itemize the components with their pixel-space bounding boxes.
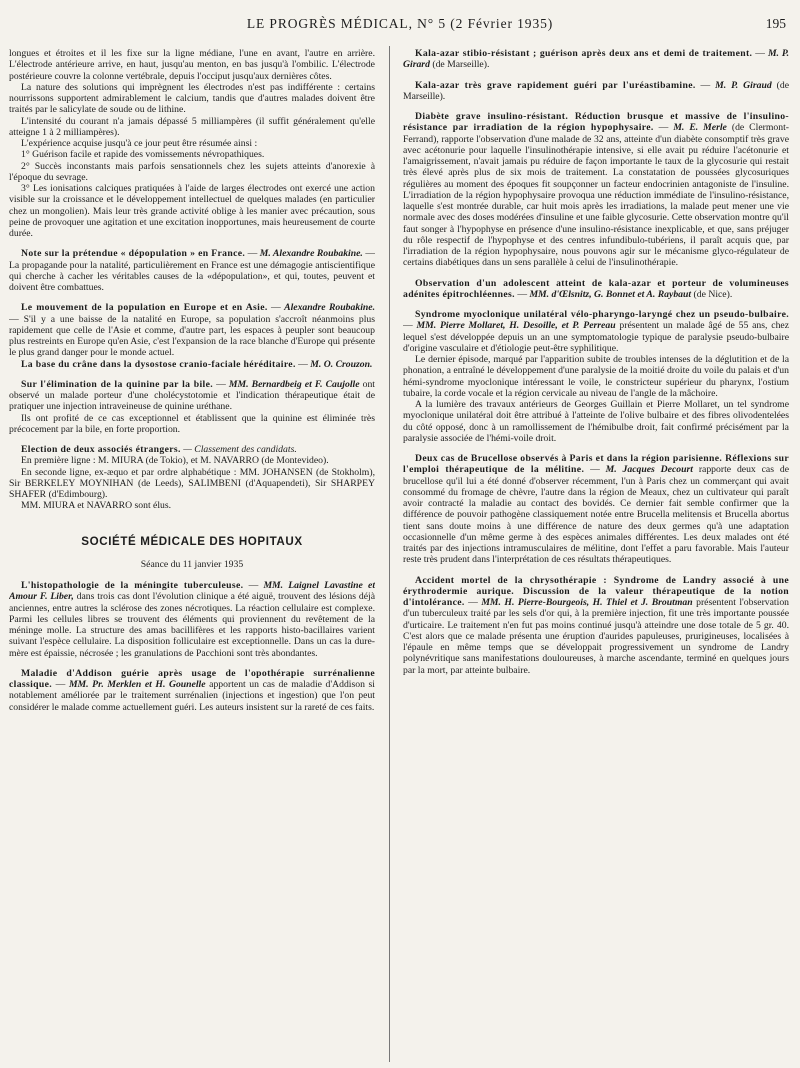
abstract-heading: Note sur la prétendue « dépopulation » en France.	[21, 248, 246, 260]
abstract-diabetes: Diabète grave insulino-résistant. Réduction brusque et massive de l'insulino-résistance par irradiation de la région hypophysaire. — M. E. Merle (de Clermont-Ferrand), rapporte l'observation d'une malade de 32 ans, atteinte d'un diabète consomptif très grave avec acétonurie pour laquelle l'insulinothérapie intensive, si elle avait pu réduire l'acétonurie et l'amaigrissement, n'avait jamais pu réduire de façon importante le taux de la glycosurie qui restait très élevé après plus de six mois de traitement. La constatation de poussées glycosuriques régulières au moment des époques fit soupçonner un facteur endocrinien antagoniste de l'insuline. L'irradiation de la région hypophysaire provoqua une réduction immédiate de l'insulino-résistance, laquelle s'est montrée durable, car huit mois après les irradiations, la malade peut mener une vie normale avec des doses modérées d'insuline et une faible glycosurie. Cette observation montre qu'il faut songer à l'hypophyse en présence d'une insulino-résistance inexplicable, et que, sans préjuger du rôle respectif de l'hypophyse et des centres infundibulo-tubériens, il paraît acquis que, par l'irradiation de la région hypophysaire, nous pouvons agir sur le mécanisme glyco-régulateur de certains diabétiques dans un sens parallèle à celui de l'insulinothérapie.	[403, 111, 789, 269]
abstract-author: Alexandre Roubakine.	[284, 302, 375, 314]
abstract-myoclonic-syndrome: Syndrome myoclonique unilatéral vélo-pharyngo-laryngé chez un pseudo-bulbaire. — MM. Pierre Mollaret, H. Desoille, et P. Perreau présentent un malade âgé de 55 ans, chez lequel s'est développée depuis un an une symptomatologie typique de paralysie pseudo-bulbaire d'origine vasculaire et d'étiologie peut-être syphilitique.	[403, 309, 789, 354]
paragraph: longues et étroites et il les fixe sur la ligne médiane, l'une en avant, l'autre en arrière. L'électrode antérieure arrive, en haut, jusqu'au menton, en bas jusqu'à l'ombilic. L'électrode postérieure couvre la colonne vertébrale, depuis l'occiput jusqu'aux dernières côtes.	[9, 48, 375, 82]
right-column	[403, 48, 789, 1063]
abstract-subheading: — Classement des candidats.	[183, 444, 297, 455]
abstract-place: (de Marseille).	[403, 79, 789, 102]
abstract-kala-azar-girard: Kala-azar stibio-résistant ; guérison après deux ans et demi de traitement. — M. P. Girard (de Marseille).	[403, 48, 789, 71]
abstract-heading: Sur l'élimination de la quinine par la bile.	[21, 378, 214, 390]
abstract-election	[9, 444, 375, 455]
paragraph: Le dernier épisode, marqué par l'apparition subite de troubles intenses de la déglutition et de la phonation, a entraîné le développement d'une paralysie de la moitié droite du voile du palais et d'un hémi-syndrome myoclonique intéressant le voile, le constricteur supérieur du pharynx, l'ostium tubaire, la corde vocale et la région cervicale au niveau de l'angle de la mâchoire.	[403, 354, 789, 399]
abstract-place: (de Marseille).	[432, 59, 490, 71]
abstract-heading: Diabète grave insulino-résistant. Réduction brusque et massive de l'insulino-résistance par irradiation de la région hypophysaire.	[403, 111, 789, 134]
abstract-text: — La propagande pour la natalité, particulièrement en France est une démagogie antiscientifique qui cherche à cacher les véritables causes de la «dépopulation», et qui, toutes, peuvent et doivent être combattues.	[9, 248, 375, 293]
abstract-author: MM. Pr. Merklen et H. Gounelle	[68, 679, 206, 690]
page-number: 195	[765, 16, 786, 31]
abstract-author: MM. Bernardbeig et F. Caujolle	[228, 378, 360, 390]
abstract-text: présentent un malade âgé de 55 ans, chez lequel s'est développée depuis un an une symptomatologie typique de paralysie pseudo-bulbaire d'origine vasculaire et d'étiologie peut-être syphilitique.	[403, 320, 789, 354]
paragraph: A la lumière des travaux antérieurs de Georges Guillain et Pierre Mollaret, un tel syndrome myoclonique unilatéral doit être attribué à l'atteinte de l'olive bulbaire et des fibres olivodentelées du côté opposé, donc à un ramollissement de l'hémibulbe droit, fait confirmé précisément par la paralysie associée de l'hémi-voile droit.	[403, 399, 789, 444]
abstract-author: MM. Laignel Lavastine et Amour F. Liber,	[9, 580, 375, 603]
abstract-heading: Observation d'un adolescent atteint de kala-azar et porteur de volumineuses adénites épitrochléennes.	[403, 277, 789, 300]
running-title: LE PROGRÈS MÉDICAL, N° 5 (2 Février 1935)	[246, 16, 554, 31]
abstract-text: — S'il y a une baisse de la natalité en Europe, sa population s'accroît néanmoins plus rapidement que celle de l'Asie et comme, d'autre part, les espaces à peupler sont beaucoup plus restreints en Europe qu'en Asie, c'est l'expansion de la race blanche d'Europe qui présente le plus grand danger pour le monde actuel.	[9, 313, 375, 359]
abstract-heading: Le mouvement de la population en Europe et en Asie.	[21, 302, 268, 314]
abstract-heading: Election de deux associés étrangers.	[21, 444, 181, 455]
abstract-kala-azar-giraud: Kala-azar très grave rapidement guéri par l'uréastibamine. — M. P. Giraud (de Marseille).	[403, 79, 789, 102]
abstract-note-depopulation: Note sur la prétendue « dépopulation » en France. — M. Alexandre Roubakine. — La propagande pour la natalité, particulièrement en France est une démagogie antiscientifique qui cherche à cacher les véritables causes de la «dépopulation», et qui, toutes, peuvent et doivent être combattues.	[9, 248, 375, 293]
abstract-heading: L'histopathologie de la méningite tuberculeuse.	[21, 580, 244, 591]
abstract-cranio-facial: La base du crâne dans la dysostose cranio-faciale héréditaire. — M. O. Crouzon.	[21, 358, 373, 370]
abstract-author: M. Alexandre Roubakine.	[259, 248, 363, 260]
abstract-place: (de Nice).	[693, 288, 733, 300]
abstract-heading: Deux cas de Brucellose observés à Paris et dans la région parisienne. Réflexions sur l'emploi thérapeutique de la mélitine.	[403, 453, 789, 476]
running-header	[0, 8, 800, 36]
abstract-author: M. O. Crouzon.	[310, 358, 373, 370]
abstract-heading: Maladie d'Addison guérie après usage de l'opothérapie surrénalienne classique.	[9, 667, 375, 690]
election-first-line: En première ligne : M. MIURA (de Tokio), et M. NAVARRO (de Montevideo).	[21, 455, 329, 467]
abstract-text: présentent l'observation d'un tuberculeux traité par les sels d'or qui, à la première injection, fit une très importante poussée d'urticaire. Le traitement n'en fut pas moins continué jusqu'à atteindre une dose totale de 5 gr. 40. C'est alors que ce malade présenta une éruption d'aurides papuleuses, prurigineuses, localisées à l'épaule en même temps que se développait progressivement un syndrome de Landry polynévritique sans manifestations douloureuses, à marche ascendante, terminé en quelques jours par la mort, par atteinte bulbaire.	[403, 597, 789, 676]
abstract-chrysotherapy: Accident mortel de la chrysothérapie : Syndrome de Landry associé à une érythrodermie aurique. Discussion de la valeur thérapeutique de la notion d'intolérance. — MM. H. Pierre-Bourgeois, H. Thiel et J. Broutman présentent l'observation d'un tuberculeux traité par les sels d'or qui, à la première injection, fit une très importante poussée d'urticaire. Le traitement n'en fut pas moins continué jusqu'à atteindre une dose totale de 5 gr. 40. C'est alors que ce malade présenta une éruption d'aurides papuleuses, prurigineuses, localisées à l'épaule en même temps que se développait progressivement un syndrome de Landry polynévritique sans manifestations douloureuses, à marche ascendante, terminé en quelques jours par la mort, par atteinte bulbaire.	[403, 574, 789, 676]
abstract-author: MM. H. Pierre-Bourgeois, H. Thiel et J. Broutman	[481, 597, 693, 608]
left-column	[9, 48, 375, 1063]
abstract-author: MM. d'Œlsnitz, G. Bonnet et A. Raybaut	[529, 288, 692, 300]
abstract-heading: Kala-azar stibio-résistant ; guérison après deux ans et demi de traitement.	[415, 48, 753, 59]
session-date: Séance du 11 janvier 1935	[140, 558, 244, 570]
list-item: 2° Succès inconstants mais parfois sensationnels chez les sujets atteints d'anorexie à l'époque du sevrage.	[9, 160, 375, 183]
list-item: 3° Les ionisations calciques pratiquées à l'aide de larges électrodes ont exercé une action visible sur la croissance et le développement intellectuel de quelques malades (en particulier chez un mongolien). Mais leur très grande activité oblige à les manier avec précaution, sous peine de provoquer une agitation et une excitation inopportunes, mais heureusement de courte durée.	[9, 183, 375, 239]
abstract-heading: La base du crâne dans la dysostose cranio-faciale héréditaire.	[21, 358, 296, 370]
abstract-author: M. P. Giraud	[715, 79, 772, 91]
election-result: MM. MIURA et NAVARRO sont élus.	[21, 500, 172, 512]
column-divider	[389, 46, 390, 1062]
paragraph: La nature des solutions qui imprègnent les électrodes n'est pas indifférente : certains nourrissons supportent admirablement le calcium, tandis que d'autres malades doivent être traités par le salicylate de soude ou de lithine.	[9, 81, 375, 116]
abstract-text: (de Clermont-Ferrand), rapporte l'observation d'une malade de 32 ans, atteinte d'un diabète consomptif très grave avec acétonurie pour laquelle l'insulinothérapie intensive, si elle avait pu réduire l'acétonurie et l'amaigrissement, n'avait jamais pu réduire de façon importante le taux de la glycosurie qui restait très élevé après plus de six mois de traitement. La constatation de poussées glycosuriques régulières au moment des époques fit soupçonner un facteur endocrinien antagoniste de l'insuline. L'irradiation de la région hypophysaire provoqua une réduction immédiate de l'insulino-résistance, laquelle s'est montrée durable, car huit mois après les irradiations, la malade peut mener une vie normale avec des doses modérées d'insuline et une faible glycosurie. Cette observation montre qu'il faut songer à l'hypophyse en présence d'une insulino-résistance inexplicable, et que, sans préjuger du rôle respectif de l'hypophyse et des centres infundibulo-tubériens, il paraît acquis que, par l'irradiation de la région hypophysaire, nous pouvons agir sur le mécanisme glyco-régulateur de certains diabétiques dans un sens parallèle à celui de l'insulinothérapie.	[403, 122, 789, 269]
abstract-brucellosis: Deux cas de Brucellose observés à Paris et dans la région parisienne. Réflexions sur l'emploi thérapeutique de la mélitine. — M. Jacques Decourt rapporte deux cas de brucellose qu'il lui a été donné d'observer récemment, l'un à Paris chez un commerçant qui avait consommé du fromage de chèvre, l'autre dans la région de Meaux, chez un cultivateur qui paraît avoir contracté la maladie au contact des bovidés. Ce dernier fait semble confirmer que la différence de pouvoir pathogène classiquement notée entre Brucella melitensis et Brucella abortus tient sans doute moins à une différence de nature des deux germes qu'à une adaptation occasionnelle d'un même germe à des espèces animales différentes. Les deux malades ont été traités par des injections intramusculaires de mélitine, dont l'effet a paru favorable. Mais l'auteur reste très prudent dans l'interprétation de ces résultats thérapeutiques.	[403, 453, 789, 566]
abstract-heading: Syndrome myoclonique unilatéral vélo-pharyngo-laryngé chez un pseudo-bulbaire.	[415, 309, 789, 320]
list-item: 1° Guérison facile et rapide des vomissements névropathiques.	[21, 149, 265, 161]
paragraph: L'expérience acquise jusqu'à ce jour peut être résumée ainsi :	[21, 138, 258, 149]
abstract-author: M. Jacques Decourt	[605, 464, 693, 476]
abstract-meningitis: L'histopathologie de la méningite tuberculeuse. — MM. Laignel Lavastine et Amour F. Liber, dans trois cas dont l'évolution clinique a été aiguë, trouvent des lésions déjà anciennes, entre autres la sclérose des zones nécrotiques. La réaction cellulaire est complexe. Parmi les cellules libres se trouvent des éléments qui proviennent du revêtement de la méninge molle. La structure des amas bacillifères et les rapports histo-bacillaires varient suivant l'espèce cellulaire. La disposition folliculaire est exceptionnelle. Dans un cas la dure-mère est épaissie, nécrosée ; les granulations de Pacchioni sont très abondantes.	[9, 580, 375, 659]
society-title: SOCIÉTÉ MÉDICALE DES HOPITAUX	[81, 534, 303, 548]
abstract-text: ont observé un malade porteur d'une cholécystotomie et l'indication thérapeutique était de pratiquer une injection intraveineuse de quinine uréthane.	[9, 378, 375, 413]
abstract-addison: Maladie d'Addison guérie après usage de l'opothérapie surrénalienne classique. — MM. Pr. Merklen et H. Gounelle apportent un cas de maladie d'Addison si notablement améliorée par le traitement surrénalien (injections et ingestion) que l'on peut considérer le malade comme actuellement guéri. Les auteurs insistent sur la rareté de ces faits.	[9, 667, 375, 713]
abstract-author: M. E. Merle	[673, 122, 727, 134]
paragraph: L'intensité du courant n'a jamais dépassé 5 milliampères (il suffit généralement qu'elle atteigne 1 à 2 milliampères).	[9, 115, 375, 138]
abstract-text: rapporte deux cas de brucellose qu'il lui a été donné d'observer récemment, l'un à Paris chez un commerçant qui avait consommé du fromage de chèvre, l'autre dans la région de Meaux, chez un cultivateur qui paraît avoir contracté la maladie au contact des bovidés. Ce dernier fait semble confirmer que la différence de pouvoir pathogène classiquement notée entre Brucella melitensis et Brucella abortus tient sans doute moins à une différence de nature des deux germes qu'à une adaptation occasionnelle d'un même germe à des espèces animales différentes. Les deux malades ont été traités par des injections intramusculaires de mélitine, dont l'effet a paru favorable. Mais l'auteur reste très prudent dans l'interprétation de ces résultats thérapeutiques.	[403, 464, 789, 566]
abstract-quinine: Sur l'élimination de la quinine par la bile. — MM. Bernardbeig et F. Caujolle ont observé un malade porteur d'une cholécystotomie et l'indication thérapeutique était de pratiquer une injection intraveineuse de quinine uréthane.	[9, 378, 375, 413]
abstract-heading: Accident mortel de la chrysothérapie : Syndrome de Landry associé à une érythrodermie aurique. Discussion de la valeur thérapeutique de la notion d'intolérance.	[403, 574, 789, 608]
abstract-adolescent: Observation d'un adolescent atteint de kala-azar et porteur de volumineuses adénites épitrochléennes. — MM. d'Œlsnitz, G. Bonnet et A. Raybaut (de Nice).	[403, 277, 789, 300]
abstract-text: dans trois cas dont l'évolution clinique a été aiguë, trouvent des lésions déjà anciennes, entre autres la sclérose des zones nécrotiques. La réaction cellulaire est complexe. Parmi les cellules libres se trouvent des éléments qui proviennent du revêtement de la méninge molle. La structure des amas bacillifères et les rapports histo-bacillaires varient suivant l'espèce cellulaire. La disposition folliculaire est exceptionnelle. Dans un cas la dure-mère est épaissie, nécrosée ; les granulations de Pacchioni sont très abondantes.	[9, 591, 375, 659]
abstract-text: apportent un cas de maladie d'Addison si notablement améliorée par le traitement surrénalien (injections et ingestion) que l'on peut considérer le malade comme actuellement guéri. Les auteurs insistent sur la rareté de ces faits.	[9, 679, 375, 713]
abstract-author: MM. Pierre Mollaret, H. Desoille, et P. Perreau	[416, 320, 616, 332]
paragraph: Ils ont profité de ce cas exceptionnel et établissent que la quinine est éliminée très précocement par la bile, en forte proportion.	[9, 412, 375, 435]
election-second-line: En seconde ligne, ex-æquo et par ordre alphabétique : MM. JOHANSEN (de Stokholm), Sir BERKELEY MOYNIHAN (de Leeds), SALIMBENI (d'Aquapendeti), Sir SHARPEY SHAFER (d'Edimbourg).	[9, 466, 375, 500]
abstract-heading: Kala-azar très grave rapidement guéri par l'uréastibamine.	[415, 79, 696, 91]
abstract-population-movement: Le mouvement de la population en Europe et en Asie. — Alexandre Roubakine. — S'il y a une baisse de la natalité en Europe, sa population s'accroît néanmoins plus rapidement que celle de l'Asie et comme, d'autre part, les espaces à peupler sont beaucoup plus restreints en Europe qu'en Asie, c'est l'expansion de la race blanche d'Europe qui présente le plus grand danger pour le monde actuel.	[9, 302, 375, 359]
abstract-author: M. P. Girard	[403, 48, 789, 71]
